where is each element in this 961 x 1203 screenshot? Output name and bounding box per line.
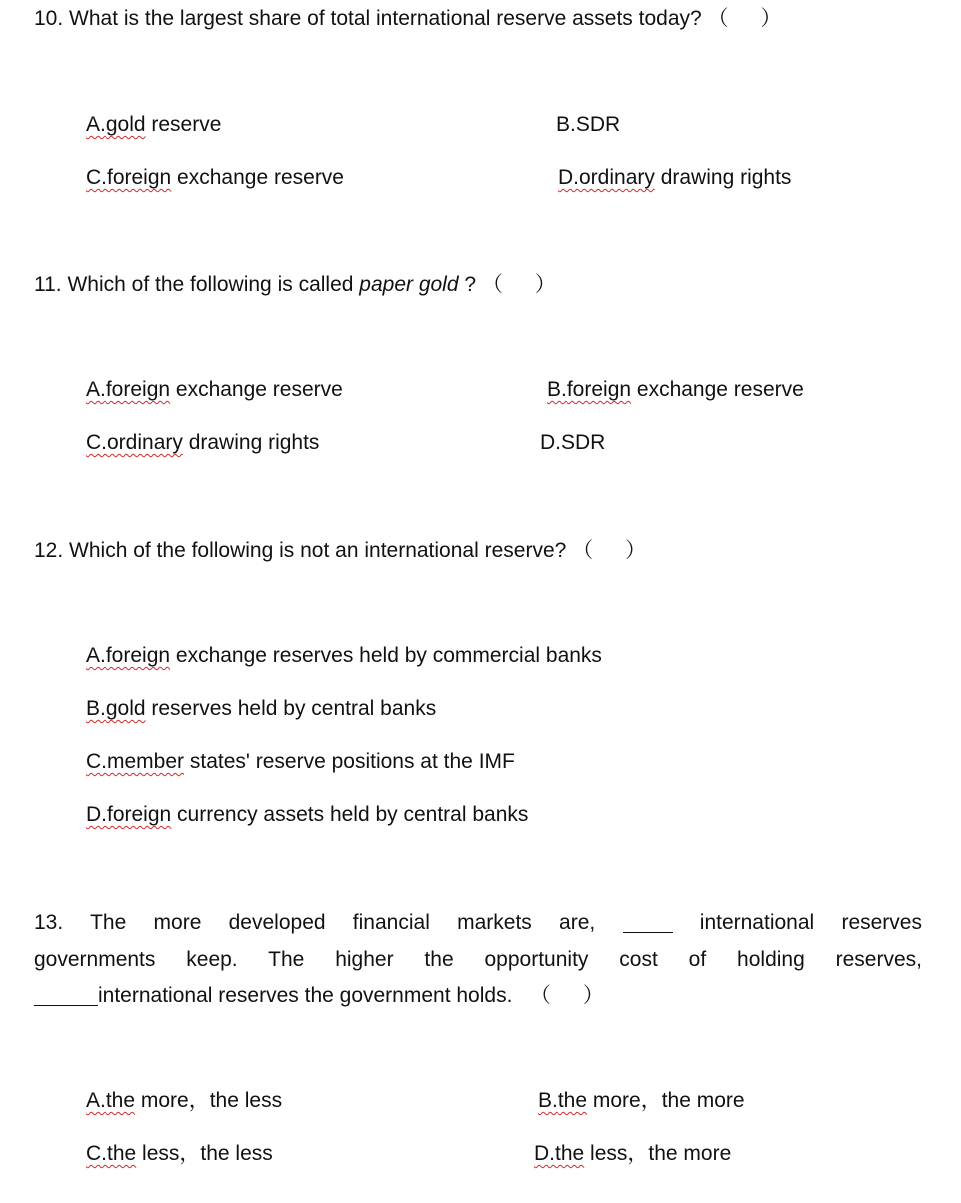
q12-option-a-marked: A.foreign: [86, 644, 171, 667]
q11-option-a: A.foreign exchange reserve: [86, 378, 343, 401]
q10-option-a-marked: A.gold: [86, 113, 146, 136]
answer-paren-close: ）: [760, 7, 782, 30]
answer-paren-close: ）: [534, 273, 556, 296]
answer-paren-open: （: [481, 273, 503, 296]
question-11-stem: 11. Which of the following is called paper gold ? （ ）: [34, 273, 556, 296]
q12-option-d-marked: D.foreign: [86, 803, 172, 826]
question-10-text: 10. What is the largest share of total international reserve assets today?: [34, 7, 702, 30]
q11-option-a-marked: A.foreign: [86, 378, 171, 401]
q10-option-c: C.foreign exchange reserve: [86, 166, 344, 189]
q12-option-d: D.foreign currency assets held by central banks: [86, 803, 529, 826]
q10-option-c-marked: C.foreign: [86, 166, 172, 189]
q10-option-d-marked: D.ordinary: [558, 166, 655, 189]
question-10-stem: [34, 5, 782, 33]
q13-option-a: A.the more，the less: [86, 1089, 283, 1112]
answer-blank-2[interactable]: [34, 983, 98, 1006]
q12-option-b-marked: B.gold: [86, 697, 146, 720]
q11-option-b-marked: B.foreign: [547, 378, 632, 401]
q13-option-d-marked: D.the: [534, 1142, 585, 1165]
q12-option-b: B.gold reserves held by central banks: [86, 697, 437, 720]
q11-option-c-marked: C.ordinary: [86, 431, 183, 454]
q13-option-c: C.the less，the less: [86, 1142, 273, 1165]
paper-gold-term: paper gold: [359, 273, 459, 296]
question-13-line-1: 13. The more developed financial markets are, international reserves: [34, 911, 922, 934]
answer-paren-open: （: [707, 7, 729, 30]
q13-option-a-marked: A.the: [86, 1089, 136, 1112]
answer-paren-open: （: [572, 539, 594, 562]
q11-option-b: B.foreign exchange reserve: [547, 378, 804, 401]
q11-option-d: D.SDR: [540, 431, 606, 454]
q10-option-d: D.ordinary drawing rights: [558, 166, 792, 189]
answer-paren-open: （: [529, 984, 551, 1007]
answer-paren-close: ）: [625, 539, 647, 562]
question-13-line-2: governments keep. The higher the opportunity cost of holding reserves,: [34, 947, 922, 971]
q12-option-c: C.member states' reserve positions at the IMF: [86, 750, 515, 773]
q10-option-a: A.gold reserve: [86, 113, 222, 136]
answer-blank-1[interactable]: [623, 910, 673, 933]
q13-option-c-marked: C.the: [86, 1142, 137, 1165]
q10-option-b: B.SDR: [556, 113, 621, 136]
q13-option-d: D.the less，the more: [534, 1142, 732, 1165]
q11-option-c: C.ordinary drawing rights: [86, 431, 320, 454]
question-12-stem: [34, 537, 646, 565]
answer-paren-close: ）: [582, 984, 604, 1007]
q13-option-b: B.the more，the more: [538, 1089, 745, 1112]
question-12-text: 12. Which of the following is not an international reserve?: [34, 539, 567, 562]
q12-option-c-marked: C.member: [86, 750, 185, 773]
question-13-line-3: international reserves the government holds. （ ）: [34, 978, 922, 1015]
question-13-stem: [34, 905, 922, 1015]
q13-option-b-marked: B.the: [538, 1089, 588, 1112]
q12-option-a: A.foreign exchange reserves held by commercial banks: [86, 644, 602, 667]
